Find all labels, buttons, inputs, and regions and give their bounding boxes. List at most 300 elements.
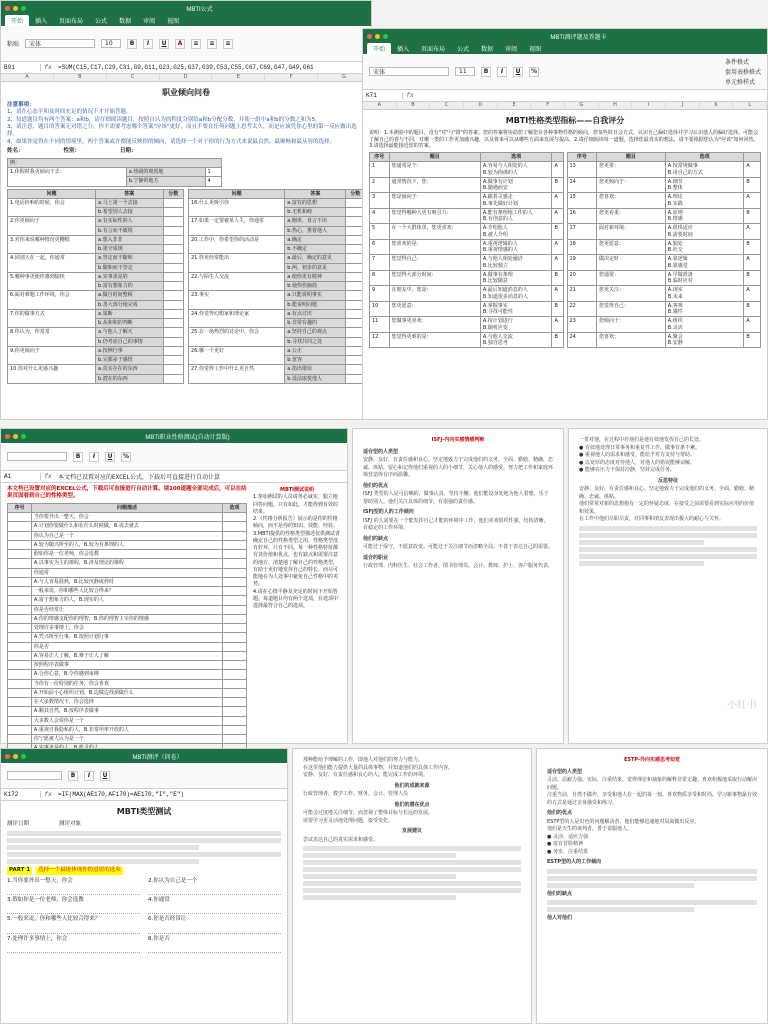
tab-formulas[interactable]: 公式 xyxy=(457,47,470,53)
name-box[interactable]: B91 xyxy=(1,64,41,71)
choice-cell[interactable]: B xyxy=(552,270,563,286)
instruction-lines xyxy=(7,831,281,864)
score-b-cell[interactable] xyxy=(163,300,183,309)
number-cell xyxy=(8,540,32,549)
answer-b-cell: b.仍考虑自己的事情 xyxy=(96,337,164,346)
number-cell xyxy=(8,735,32,744)
score-a-cell[interactable] xyxy=(163,291,183,300)
tab-page-layout[interactable]: 页面布局 xyxy=(421,47,446,53)
choice-cell[interactable]: A xyxy=(744,286,761,302)
select-cell[interactable] xyxy=(223,698,247,707)
window-titlebar xyxy=(1,429,347,443)
name-box[interactable]: K172 xyxy=(1,791,41,798)
tab-home[interactable]: 开始 xyxy=(5,15,29,26)
minimize-button[interactable] xyxy=(13,434,18,439)
question-cell: 面对新环境： xyxy=(596,224,665,240)
question-cell: 20.工作中，你希望你的活动是 xyxy=(189,235,285,254)
option-a: A.独处 xyxy=(667,240,683,247)
select-cell[interactable] xyxy=(223,624,247,633)
options-cell xyxy=(665,317,744,333)
underline-button[interactable]: U xyxy=(513,67,523,77)
bold-button[interactable]: B xyxy=(481,67,491,77)
score-a-cell[interactable] xyxy=(163,309,183,318)
table-row xyxy=(189,309,365,318)
col-answer: 答案 xyxy=(96,189,164,198)
score-b-cell[interactable] xyxy=(163,208,183,217)
maximize-button[interactable] xyxy=(21,434,26,439)
select-cell[interactable] xyxy=(223,559,247,568)
panel-mbti-formula xyxy=(0,0,372,420)
select-cell[interactable] xyxy=(223,513,247,522)
select-cell[interactable] xyxy=(223,550,247,559)
side-line-3: 3.MBTI提供的性格类型描述仅供测试者确定自己的性格类型之用，性格类型没有好坏，只有不同。每一种性格特征都有其价值和优点，也有缺点和需要注意的地方。清楚地了解自己的性格类型，有助于更好地发挥自己的特长，而尽可能地在为人处事中避免自己性格中的劣势。 xyxy=(253,530,341,588)
formula-bar xyxy=(363,90,767,102)
ribbon-toolbar xyxy=(1,763,287,789)
table-row xyxy=(189,328,365,337)
number-cell: 8 xyxy=(370,270,390,286)
close-button[interactable] xyxy=(5,754,10,759)
select-cell[interactable] xyxy=(223,522,247,531)
question-cell: 2.你更倾向于 xyxy=(8,217,96,236)
font-name-select[interactable]: 宋体 xyxy=(369,67,449,76)
options-cell xyxy=(480,162,552,178)
score-b-cell[interactable] xyxy=(163,263,183,272)
answer-b-cell: b.寻找共同之处 xyxy=(285,337,346,346)
option-lines[interactable] xyxy=(148,885,281,895)
score-a-cell[interactable] xyxy=(163,346,183,355)
tab-review[interactable]: 审阅 xyxy=(143,19,156,25)
option-b: B.寻找可能性 xyxy=(482,309,513,316)
choice-cell[interactable]: A xyxy=(552,239,563,255)
select-cell[interactable] xyxy=(223,614,247,623)
styles-group xyxy=(725,57,761,86)
maximize-button[interactable] xyxy=(21,754,26,759)
answer-b-cell: b.热心，推着他人 xyxy=(285,226,346,235)
formula-input[interactable]: 本文档已设置对应的EXCEL公式，下载后可直接进行自动计算 xyxy=(58,474,221,481)
tester-info xyxy=(7,821,281,828)
option-a: A.跟着灵感走 xyxy=(482,194,513,201)
number-cell: 20 xyxy=(567,270,596,286)
question-cell: 您觉得自己： xyxy=(596,301,665,317)
right-question-table xyxy=(567,152,762,348)
options-cell xyxy=(480,193,552,209)
font-name-select[interactable] xyxy=(7,771,62,780)
window-titlebar xyxy=(1,749,287,763)
option-lines[interactable] xyxy=(148,904,281,914)
instruction-1: 1、请在心态平和及时间充足的情况下才开始答题。 xyxy=(7,109,132,116)
option-b: B.比较独立 xyxy=(482,262,508,269)
paste-button[interactable]: 粘贴 xyxy=(7,41,20,48)
maximize-button[interactable] xyxy=(21,6,26,11)
table-row xyxy=(370,177,564,193)
font-name-select[interactable]: 宋体 xyxy=(25,39,95,48)
italic-button[interactable]: I xyxy=(84,771,94,781)
table-row xyxy=(8,550,247,559)
number-cell: 14 xyxy=(567,177,596,193)
side-line-1: 1.参加测试的人员请务必诚实、独立地回答问题，只有如此，才能得到有效的结果。 xyxy=(253,494,339,515)
doc-heading: 反思特征 xyxy=(657,477,678,484)
tab-review[interactable]: 审阅 xyxy=(505,47,518,53)
col-number: 序号 xyxy=(8,503,32,512)
select-cell[interactable] xyxy=(223,531,247,540)
bold-button[interactable]: B xyxy=(73,452,83,462)
select-cell[interactable] xyxy=(223,651,247,660)
panel-isfj-doc xyxy=(352,428,564,744)
table-row xyxy=(8,707,247,716)
choice-cell[interactable]: B xyxy=(744,332,761,348)
number-cell: 11 xyxy=(370,317,390,333)
score-b-cell[interactable] xyxy=(163,245,183,254)
answer-a-cell: a.按例行事 xyxy=(96,346,164,355)
question-cell: A.顺其自然，B.按程序表做事 xyxy=(31,707,222,716)
col-number: 序号 xyxy=(370,153,390,162)
instruction-4: 4、如果你觉得在不同的情境里，两个答案或许都能反映你的倾向，请选择一个对于你的行为方式来说最自然、最顺畅和最从容的选择。 xyxy=(7,138,336,145)
select-cell[interactable] xyxy=(223,688,247,697)
answer-b-cell: b.富有想象力的 xyxy=(96,282,164,291)
doc-title: ESTP-外向实感思考知觉 xyxy=(623,757,681,763)
select-cell[interactable] xyxy=(223,605,247,614)
example-score-b[interactable]: 4 xyxy=(205,177,221,186)
doc-heading-3: 发展建议 xyxy=(401,828,422,834)
table-row xyxy=(189,272,365,281)
option-a: A.很快适应 xyxy=(667,225,693,232)
question-cell: A.富于想象力的人，B.现实的人 xyxy=(31,596,222,605)
number-cell: 9 xyxy=(370,286,390,302)
align-center-icon[interactable]: ≡ xyxy=(207,39,217,49)
select-cell[interactable] xyxy=(223,679,247,688)
question-cell: 你宁愿被人认为是一个 xyxy=(31,735,222,744)
option-lines[interactable] xyxy=(7,885,140,895)
select-cell[interactable] xyxy=(223,596,247,605)
table-format-button[interactable]: 套用表格格式 xyxy=(724,69,761,76)
answer-b-cell: b.不确定 xyxy=(285,245,346,254)
doc-heading-2: 他们的优点 xyxy=(547,810,573,816)
percent-icon[interactable]: % xyxy=(530,68,537,75)
option-a: A.与他人交流 xyxy=(482,333,513,340)
number-cell: 24 xyxy=(567,332,596,348)
more-4: ● 富有冒险精神 xyxy=(547,841,583,847)
question-cell: A.合你心意，B.令你感到束缚 xyxy=(31,670,222,679)
section-text: ISFJ 的人需要在一个能发挥自己才能的环境中工作，他们喜欢组织性强、结构清晰、有稳定的工作环境。 xyxy=(363,517,549,531)
options-cell xyxy=(665,301,744,317)
question-cell: 做决定时： xyxy=(596,255,665,271)
tab-view[interactable]: 视图 xyxy=(167,19,180,25)
tab-insert[interactable]: 插入 xyxy=(35,19,48,25)
answer-b-cell: b.非常有趣的 xyxy=(285,319,346,328)
cell-style-button[interactable]: 单元格样式 xyxy=(724,79,755,86)
percent-icon[interactable]: % xyxy=(122,453,129,460)
align-right-icon[interactable]: ≡ xyxy=(223,39,233,49)
answer-b-cell: b.潜在的东西 xyxy=(96,374,164,383)
choice-cell[interactable]: A xyxy=(744,255,761,271)
score-b-cell[interactable] xyxy=(163,226,183,235)
tab-home[interactable]: 开始 xyxy=(367,43,391,54)
col-score: 分数 xyxy=(346,189,365,198)
fx-icon[interactable]: fx xyxy=(44,64,52,71)
choice-cell[interactable]: B xyxy=(552,332,563,348)
score-a-cell[interactable] xyxy=(163,254,183,263)
italic-button[interactable]: I xyxy=(497,67,507,77)
options-cell xyxy=(480,270,552,286)
question-cell: 大多数人会说你是一个 xyxy=(31,716,222,725)
question-table xyxy=(7,503,247,772)
choice-cell[interactable]: A xyxy=(552,255,563,271)
more-3: 在工作中他们尽职尽责，对同事和朋友表现出极大的耐心与关怀。 xyxy=(579,516,725,522)
date-label: 日期： xyxy=(120,148,137,155)
font-name-select[interactable] xyxy=(7,452,67,461)
underline-button[interactable]: U xyxy=(100,771,110,781)
col-option: 选项 xyxy=(665,153,744,162)
answer-b-cell: b.从和和的判断 xyxy=(96,319,164,328)
score-a-cell[interactable] xyxy=(163,217,183,226)
option-b: B.未来 xyxy=(667,293,683,300)
question-cell: 当你要外出一整天，你会 xyxy=(31,513,222,522)
table-row xyxy=(8,365,184,374)
underline-button[interactable]: U xyxy=(105,452,115,462)
choice-cell[interactable]: B xyxy=(744,208,761,224)
formula-input[interactable]: =IF(MAX(AE170,AF170)=AE170,"I","E") xyxy=(58,791,185,798)
choice-cell[interactable]: A xyxy=(552,193,563,209)
select-cell[interactable] xyxy=(223,568,247,577)
section-heading: 他们的缺点 xyxy=(363,535,389,542)
table-row xyxy=(567,239,761,255)
text-lines xyxy=(579,526,757,566)
option-a: A.重视逻辑的人 xyxy=(482,240,518,247)
question-cell: 当你有一份特别的任务，你会喜欢 xyxy=(31,679,222,688)
choice-cell[interactable]: A xyxy=(744,224,761,240)
window-title: MBTI测评题及答题卡 xyxy=(550,34,607,41)
question-cell: 你是否经常让 xyxy=(31,605,222,614)
left-question-table xyxy=(369,152,564,348)
question-cell: 1.电话铃响的时候，你会 xyxy=(8,198,96,217)
sheet-body xyxy=(1,483,347,775)
question-item xyxy=(7,897,140,914)
para-2: ● 有效地处理日常事务和重复性工作，做事有条不紊。 xyxy=(579,444,700,451)
minimize-button[interactable] xyxy=(13,754,18,759)
choice-cell[interactable]: B xyxy=(552,224,563,240)
score-a-cell[interactable] xyxy=(163,272,183,281)
document-page xyxy=(537,749,767,932)
name-box[interactable]: A1 xyxy=(1,473,41,480)
score-a-cell[interactable] xyxy=(163,328,183,337)
maximize-button[interactable] xyxy=(383,34,388,39)
bold-button[interactable]: B xyxy=(127,39,137,49)
italic-button[interactable]: I xyxy=(143,39,153,49)
align-left-icon[interactable]: ≡ xyxy=(191,39,201,49)
ribbon-tabs xyxy=(1,15,371,26)
number-cell xyxy=(8,577,32,586)
question-cell: 您做事更喜欢： xyxy=(389,317,480,333)
fx-icon[interactable]: fx xyxy=(44,473,52,480)
tab-formulas[interactable]: 公式 xyxy=(95,19,108,25)
font-size-select[interactable]: 11 xyxy=(455,67,475,76)
number-cell xyxy=(8,614,32,623)
select-cell[interactable] xyxy=(223,587,247,596)
question-cell: 7.你的做事方式 xyxy=(8,309,96,328)
instructions-title: 注意事项： xyxy=(7,101,35,108)
more-1: ESTP型的人是出色的问题解决者，他们能够迅速地对局面做出反应。 xyxy=(547,818,700,825)
panel-mbti-auto-calc xyxy=(0,428,348,744)
score-b-cell[interactable] xyxy=(163,319,183,328)
option-lines[interactable] xyxy=(7,943,140,953)
choice-cell[interactable]: A xyxy=(552,317,563,333)
table-row xyxy=(567,193,761,209)
tab-data[interactable]: 数据 xyxy=(481,47,494,53)
number-cell: 13 xyxy=(567,162,596,178)
side-title: MBTI测试说明 xyxy=(279,487,315,493)
answer-a-cell: a.公正 xyxy=(285,346,346,355)
tab-data[interactable]: 数据 xyxy=(119,19,132,25)
number-cell: 7 xyxy=(370,255,390,271)
instruction-3: 3、请注意，题目的答案无对错之分，你不需要考虑哪个答案"应该"更好，而且不要在任何问题上思考太久，而是应该凭你心里的第一反应做出选择。 xyxy=(7,124,357,138)
tab-insert[interactable]: 插入 xyxy=(397,47,410,53)
answer-a-cell: a.使你更有精神 xyxy=(285,272,346,281)
table-row xyxy=(8,291,184,300)
question-item xyxy=(7,878,140,895)
minimize-button[interactable] xyxy=(375,34,380,39)
choice-cell[interactable]: B xyxy=(744,301,761,317)
option-a: A.聚会 xyxy=(667,333,683,340)
table-row xyxy=(370,193,564,209)
example-score-a[interactable]: 1 xyxy=(205,168,221,177)
option-lines[interactable] xyxy=(148,924,281,934)
score-a-cell[interactable] xyxy=(163,198,183,207)
select-cell[interactable] xyxy=(223,577,247,586)
sheet-body xyxy=(1,801,287,956)
question-cell: A.凭兴所至行事，B.按照计划行事 xyxy=(31,633,222,642)
select-cell[interactable] xyxy=(223,707,247,716)
minimize-button[interactable] xyxy=(13,6,18,11)
choice-cell[interactable]: B xyxy=(552,301,563,317)
col-answer: 答案 xyxy=(285,189,346,198)
question-item xyxy=(148,936,281,953)
para-3: 安静、友好、有责任感和良心的人，能完成工作的环境。 xyxy=(303,772,429,778)
example-question: 1.休假时我更倾向于去： xyxy=(8,168,127,187)
font-color-icon[interactable]: A xyxy=(175,39,185,49)
table-row xyxy=(567,286,761,302)
number-cell xyxy=(8,531,32,540)
formula-input[interactable]: =SUM(C15,C17,C29,C31,G9,G11,G23,G25,G37,G39,C53,C55,C67,C69,G47,G49,G61 xyxy=(58,64,314,71)
answer-b-cell: b.宽容 xyxy=(285,356,346,365)
option-a: A.细节 xyxy=(667,178,683,185)
fx-icon[interactable]: fx xyxy=(44,791,52,798)
choice-cell[interactable]: A xyxy=(552,286,563,302)
table-row xyxy=(8,272,184,281)
select-cell[interactable] xyxy=(223,725,247,734)
document-page xyxy=(293,749,531,910)
number-cell xyxy=(8,633,32,642)
table-row xyxy=(189,235,365,244)
sheet-body xyxy=(363,110,767,351)
section-heading: ISFJ型的人的工作倾向 xyxy=(363,509,414,515)
tester-date-label: 测评日期 xyxy=(7,820,30,827)
option-lines[interactable] xyxy=(148,943,281,953)
name-box[interactable]: K71 xyxy=(363,92,403,99)
score-b-cell[interactable] xyxy=(163,356,183,365)
tab-page-layout[interactable]: 页面布局 xyxy=(59,19,84,25)
score-a-cell[interactable] xyxy=(163,235,183,244)
score-a-cell[interactable] xyxy=(163,365,183,374)
table-row xyxy=(8,309,184,318)
question-cell: 10.你对什么更感兴趣 xyxy=(8,365,96,384)
question-cell: 在大多数情况下，你会选择 xyxy=(31,698,222,707)
table-row xyxy=(8,346,184,355)
table-row xyxy=(370,255,564,271)
choice-cell[interactable]: B xyxy=(744,177,761,193)
choice-cell[interactable]: B xyxy=(552,177,563,193)
answer-b-cell: b.墨守成规 xyxy=(96,245,164,254)
more-3: 尝试表达自己的真实需求和感受。 xyxy=(303,836,379,843)
question-cell: 27.你觉得工作中什么更自然 xyxy=(189,365,285,384)
underline-button[interactable]: U xyxy=(159,39,169,49)
option-b: B.随遇而安 xyxy=(482,185,508,192)
choice-cell[interactable]: B xyxy=(744,239,761,255)
options-cell xyxy=(480,224,552,240)
score-b-cell[interactable] xyxy=(163,282,183,291)
question-cell: 你通常 xyxy=(31,568,222,577)
close-button[interactable] xyxy=(5,434,10,439)
bold-button[interactable]: B xyxy=(68,771,78,781)
select-cell[interactable] xyxy=(223,735,247,744)
choice-cell[interactable]: A xyxy=(744,162,761,178)
select-cell[interactable] xyxy=(223,670,247,679)
table-row xyxy=(189,198,365,207)
table-row xyxy=(8,254,184,263)
option-lines[interactable] xyxy=(7,904,140,914)
select-cell[interactable] xyxy=(223,661,247,670)
question-cell: 16.什么更吸引你 xyxy=(189,198,285,217)
italic-button[interactable]: I xyxy=(89,452,99,462)
number-cell xyxy=(8,550,32,559)
fx-icon[interactable]: fx xyxy=(406,92,414,99)
answer-b-cell: b.能说明问题 xyxy=(285,300,346,309)
tab-view[interactable]: 视图 xyxy=(529,47,542,53)
question-cell: 你认为自己是一个 xyxy=(31,531,222,540)
select-cell[interactable] xyxy=(223,633,247,642)
para-1: 那种能给予理解的工作，即他人对他们的努力与能力。 xyxy=(303,757,424,763)
select-cell[interactable] xyxy=(223,716,247,725)
option-b: B.靠感觉 xyxy=(667,262,688,269)
table-row xyxy=(370,317,564,333)
choice-cell[interactable]: A xyxy=(744,317,761,333)
option-a: A.做事有条理 xyxy=(482,271,513,278)
question-cell: 9.你更倾向于 xyxy=(8,346,96,365)
close-button[interactable] xyxy=(5,6,10,11)
select-cell[interactable] xyxy=(223,540,247,549)
answer-a-cell: a.富有的思想 xyxy=(285,198,346,207)
score-b-cell[interactable] xyxy=(163,337,183,346)
close-button[interactable] xyxy=(367,34,372,39)
option-lines[interactable] xyxy=(7,924,140,934)
section-heading: 适合型的人类型 xyxy=(363,448,399,455)
number-cell xyxy=(8,522,32,531)
conditional-format-button[interactable]: 条件格式 xyxy=(724,59,749,66)
choice-cell[interactable]: B xyxy=(744,270,761,286)
question-cell: 23.事实 xyxy=(189,291,285,310)
options-cell xyxy=(665,193,744,209)
option-b: B.需要时间 xyxy=(667,231,693,238)
select-cell[interactable] xyxy=(223,642,247,651)
choice-cell[interactable]: A xyxy=(744,193,761,209)
col-question: 问题描述 xyxy=(31,503,222,512)
score-b-cell[interactable] xyxy=(163,374,183,383)
ribbon-toolbar xyxy=(363,54,767,90)
table-row xyxy=(189,217,365,226)
choice-cell[interactable]: A xyxy=(552,208,563,224)
notice-text: 说明：1.本测验中的题目，没有"对"与"错"的答案。您的答案将协助您了解您在各种事物性格的倾向，您某些时日会方式，认识自己偏好选择并学习认识他人的偏好选择。可能会了解自己的喜与不同，对哪一类的工作更加感兴趣，以及将来可以从哪些方面来发展与提高。2.请仔细阅读每一道题，选择您最真实的想法，请不要根据您认为"应该"如何回答。3.请选择最能接近您的答案。 xyxy=(369,129,759,150)
font-size-select[interactable]: 10 xyxy=(101,39,121,48)
choice-cell[interactable]: A xyxy=(552,162,563,178)
